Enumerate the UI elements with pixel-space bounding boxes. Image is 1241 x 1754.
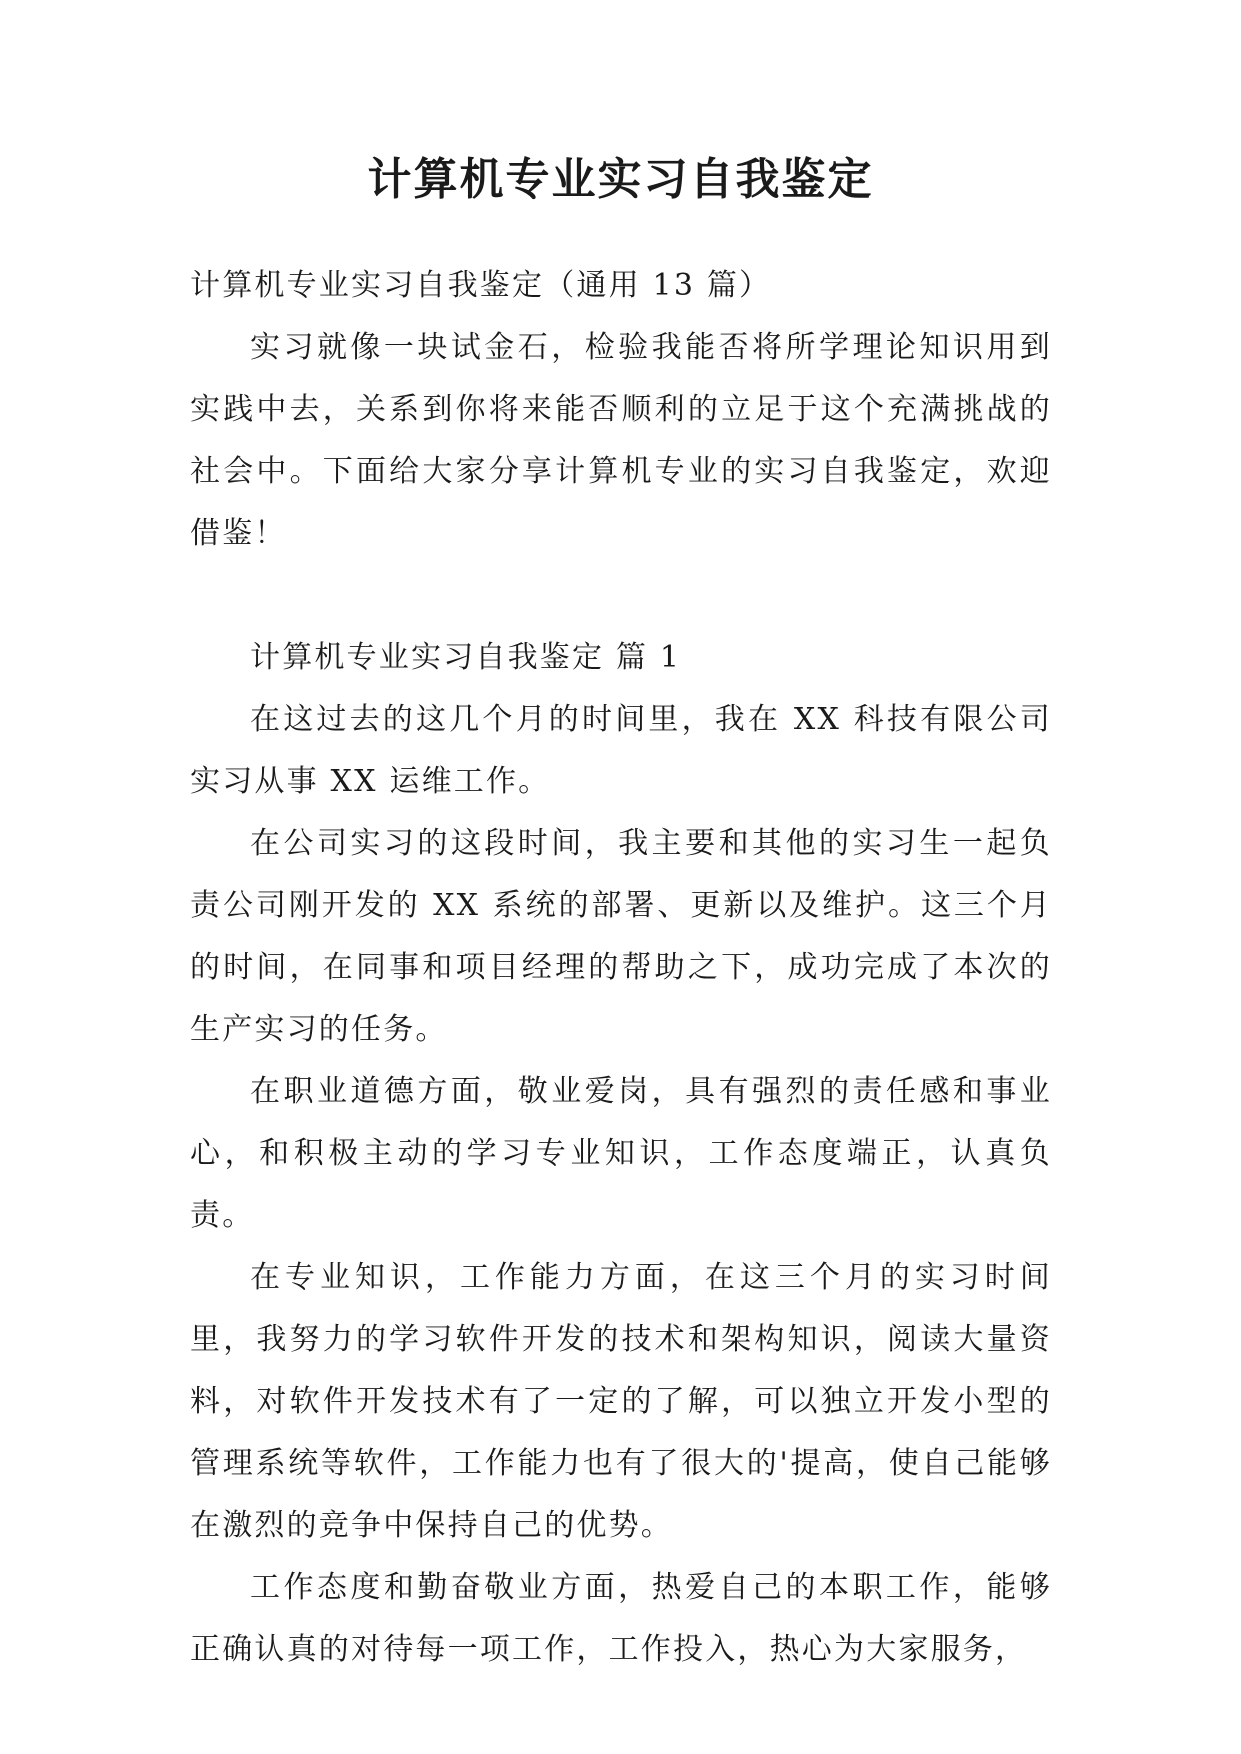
body-paragraph-3: 在职业道德方面，敬业爱岗，具有强烈的责任感和事业心，和积极主动的学习专业知识，工作态度端正，认真负责。 — [190, 1074, 1052, 1233]
document-body — [190, 255, 1052, 1681]
document-title: 计算机专业实习自我鉴定 — [367, 154, 874, 205]
intro-paragraph: 实习就像一块试金石，检验我能否将所学理论知识用到实践中去，关系到你将来能否顺利的立足于这个充满挑战的社会中。下面给大家分享计算机专业的实习自我鉴定，欢迎借鉴！ — [190, 330, 1052, 551]
document-subtitle: 计算机专业实习自我鉴定（通用 13 篇） — [190, 268, 772, 303]
section-heading: 计算机专业实习自我鉴定 篇 1 — [250, 640, 682, 675]
paragraph-gap — [190, 565, 1052, 627]
body-paragraph-2: 在公司实习的这段时间，我主要和其他的实习生一起负责公司刚开发的 XX 系统的部署、更新以及维护。这三个月的时间，在同事和项目经理的帮助之下，成功完成了本次的生产实习的任务。 — [190, 826, 1052, 1047]
body-paragraph-4: 在专业知识，工作能力方面，在这三个月的实习时间里，我努力的学习软件开发的技术和架构知识，阅读大量资料，对软件开发技术有了一定的了解，可以独立开发小型的管理系统等软件，工作能力也有了很大的'提高，使自己能够在激烈的竞争中保持自己的优势。 — [190, 1260, 1052, 1543]
body-paragraph-5: 工作态度和勤奋敬业方面，热爱自己的本职工作，能够正确认真的对待每一项工作，工作投入，热心为大家服务， — [190, 1570, 1052, 1667]
body-paragraph-1: 在这过去的这几个月的时间里，我在 XX 科技有限公司实习从事 XX 运维工作。 — [190, 702, 1052, 799]
